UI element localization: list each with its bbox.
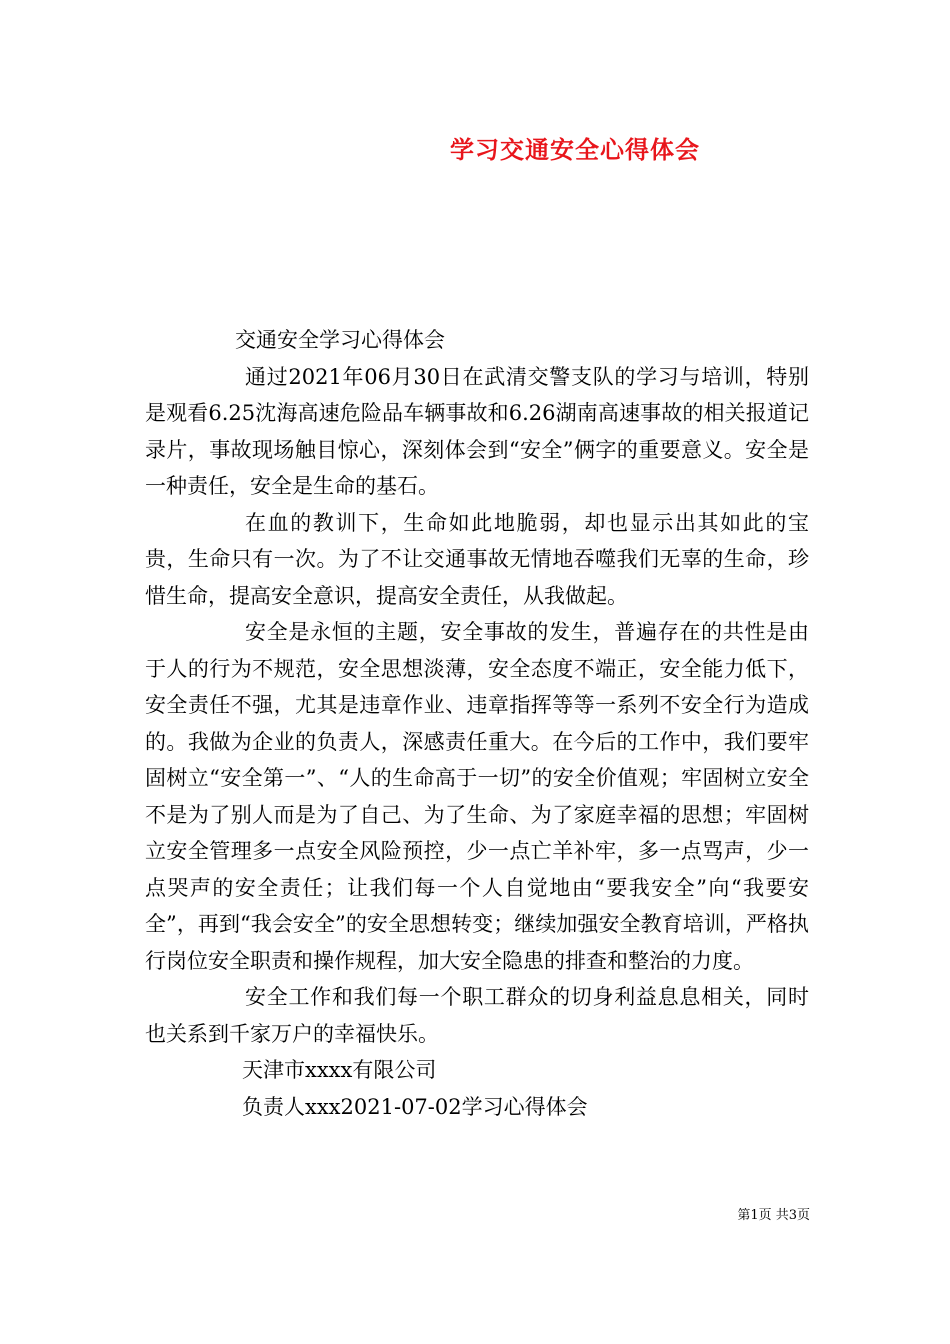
document-body xyxy=(145,322,809,1125)
document-title: 学习交通安全心得体会 xyxy=(450,135,700,164)
paragraph-3: 安全是永恒的主题，安全事故的发生，普遍存在的共性是由于人的行为不规范，安全思想淡薄，安全态度不端正，安全能力低下，安全责任不强，尤其是违章作业、违章指挥等等一系列不安全行为造成的。我做为企业的负责人，深感责任重大。在今后的工作中，我们要牢固树立“安全第一”、“人的生命高于一切”的安全价值观；牢固树立安全不是为了别人而是为了自己、为了生命、为了家庭幸福的思想；牢固树立安全管理多一点安全风险预控，少一点亡羊补牢，多一点骂声，少一点哭声的安全责任；让我们每一个人自觉地由“要我安全”向“我要安全”，再到“我会安全”的安全思想转变；继续加强安全教育培训，严格执行岗位安全职责和操作规程，加大安全隐患的排查和整治的力度。 xyxy=(145,620,809,973)
signature-line: 负责人xxx2021-07-02学习心得体会 xyxy=(242,1094,588,1119)
paragraph-2: 在血的教训下，生命如此地脆弱，却也显示出其如此的宝贵，生命只有一次。为了不让交通事故无情地吞噬我们无辜的生命，珍惜生命，提高安全意识，提高安全责任，从我做起。 xyxy=(145,510,809,608)
page-number: 第1页 共3页 xyxy=(737,1208,810,1223)
document-subtitle: 交通安全学习心得体会 xyxy=(235,328,445,352)
company-name: 天津市xxxx有限公司 xyxy=(242,1058,437,1082)
paragraph-4: 安全工作和我们每一个职工群众的切身利益息息相关，同时也关系到千家万户的幸福快乐。 xyxy=(145,985,809,1046)
paragraph-1: 通过2021年06月30日在武清交警支队的学习与培训，特别是观看6.25沈海高速危险品车辆事故和6.26湖南高速事故的相关报道记录片，事故现场触目惊心，深刻体会到“安全”俩字的重要意义。安全是一种责任，安全是生命的基石。 xyxy=(145,364,809,498)
